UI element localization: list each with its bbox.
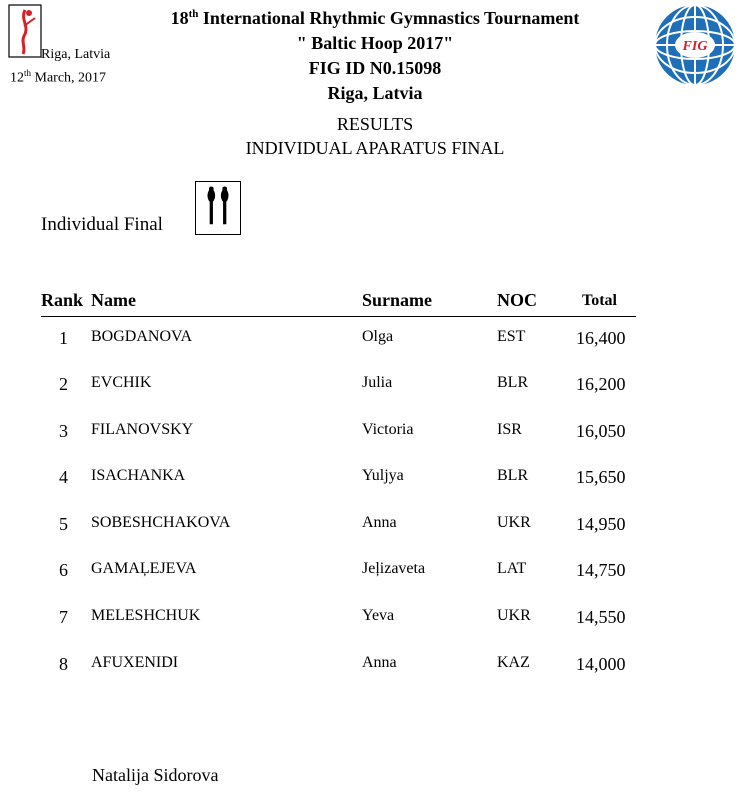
rank-cell: 4 xyxy=(59,467,68,487)
noc-cell: EST xyxy=(497,328,526,345)
table-row xyxy=(0,514,740,538)
table-row xyxy=(0,654,740,678)
name-cell: FILANOVSKY xyxy=(91,421,194,438)
table-row xyxy=(0,467,740,491)
table-row xyxy=(0,421,740,445)
name-cell: AFUXENIDI xyxy=(91,654,179,671)
header-date: 12th March, 2017 xyxy=(10,68,107,86)
noc-cell: ISR xyxy=(497,421,522,438)
surname-cell: Yuljya xyxy=(362,467,404,484)
header-divider xyxy=(41,316,636,317)
surname-cell: Victoria xyxy=(362,421,414,438)
rank-cell: 1 xyxy=(59,328,68,348)
table-row xyxy=(0,607,740,631)
noc-cell: BLR xyxy=(497,374,529,391)
total-cell: 14,550 xyxy=(576,607,626,627)
name-cell: MELESHCHUK xyxy=(91,607,201,624)
total-cell: 16,050 xyxy=(576,421,626,441)
event-name: " Baltic Hoop 2017" xyxy=(296,33,454,53)
table-row xyxy=(0,328,740,352)
event-label: Individual Final xyxy=(41,214,163,235)
header-venue: Riga, Latvia xyxy=(41,47,111,62)
fig-logo-icon xyxy=(652,2,738,88)
noc-cell: KAZ xyxy=(497,654,530,671)
total-cell: 16,400 xyxy=(576,328,626,348)
svg-text:FIG: FIG xyxy=(682,39,708,54)
gymnast-logo-icon xyxy=(8,4,42,58)
header-noc: NOC xyxy=(497,290,537,310)
table-row xyxy=(0,374,740,398)
noc-cell: LAT xyxy=(497,560,527,577)
rank-cell: 8 xyxy=(59,654,68,674)
signer-name: Natalija Sidorova xyxy=(92,765,219,785)
name-cell: SOBESHCHAKOVA xyxy=(91,514,231,531)
name-cell: EVCHIK xyxy=(91,374,152,391)
table-row xyxy=(0,560,740,584)
noc-cell: BLR xyxy=(497,467,529,484)
surname-cell: Olga xyxy=(362,328,394,345)
total-cell: 15,650 xyxy=(576,467,626,487)
fig-id: FIG ID N0.15098 xyxy=(308,58,442,78)
header-name: Name xyxy=(91,290,136,310)
rank-cell: 2 xyxy=(59,374,68,394)
name-cell: ISACHANKA xyxy=(91,467,186,484)
total-cell: 16,200 xyxy=(576,374,626,394)
results-heading: RESULTS xyxy=(336,114,414,134)
tournament-title: 18th International Rhythmic Gymnastics Tournament xyxy=(170,8,580,28)
surname-cell: Julia xyxy=(362,374,393,391)
header-rank: Rank xyxy=(41,290,84,310)
surname-cell: Anna xyxy=(362,514,397,531)
name-cell: GAMAĻEJEVA xyxy=(91,560,197,577)
rank-cell: 5 xyxy=(59,514,68,534)
rank-cell: 7 xyxy=(59,607,68,627)
header-total: Total xyxy=(582,292,617,309)
header-surname: Surname xyxy=(362,290,433,310)
noc-cell: UKR xyxy=(497,607,531,624)
total-cell: 14,950 xyxy=(576,514,626,534)
surname-cell: Jeļizaveta xyxy=(362,560,426,577)
noc-cell: UKR xyxy=(497,514,531,531)
rank-cell: 6 xyxy=(59,560,68,580)
total-cell: 14,750 xyxy=(576,560,626,580)
surname-cell: Yeva xyxy=(362,607,395,624)
location: Riga, Latvia xyxy=(327,83,423,103)
name-cell: BOGDANOVA xyxy=(91,328,193,345)
rank-cell: 3 xyxy=(59,421,68,441)
total-cell: 14,000 xyxy=(576,654,626,674)
clubs-icon xyxy=(195,181,241,235)
surname-cell: Anna xyxy=(362,654,397,671)
final-type-heading: INDIVIDUAL APARATUS FINAL xyxy=(245,138,505,158)
